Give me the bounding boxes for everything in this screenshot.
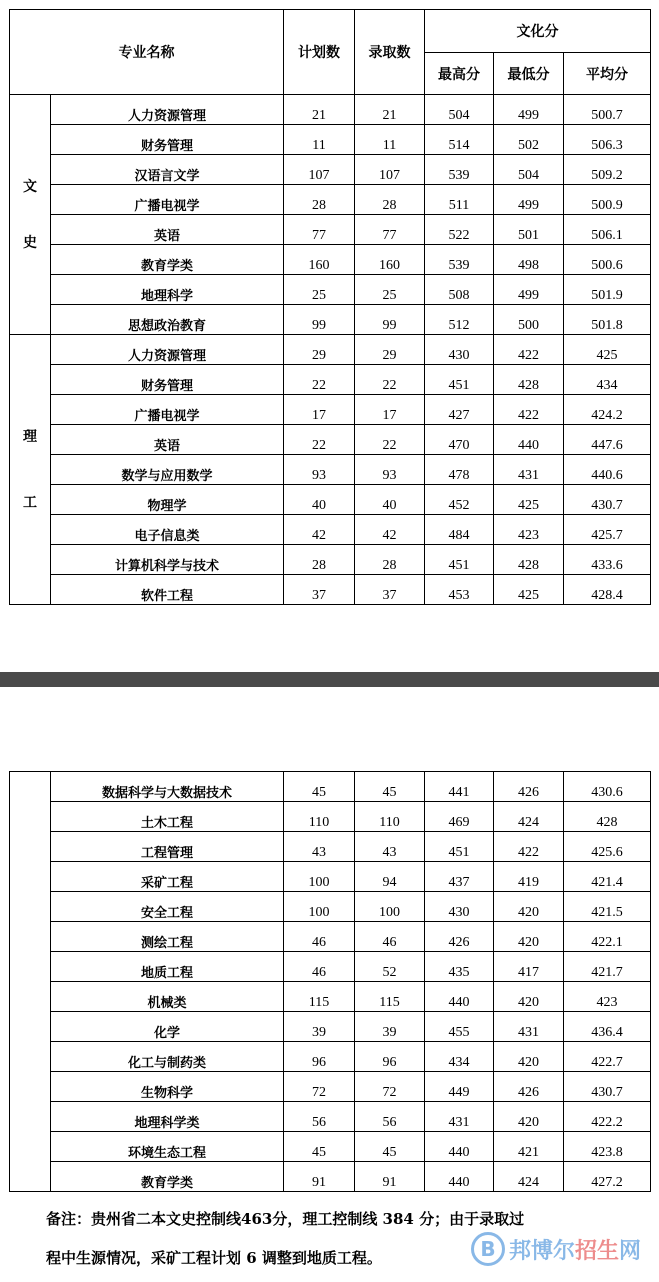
- min-score: 504: [494, 155, 564, 185]
- plan-count: 45: [284, 772, 355, 802]
- admit-count: 45: [355, 772, 425, 802]
- admit-count: 45: [355, 1132, 425, 1162]
- avg-score: 421.7: [564, 952, 651, 982]
- max-score: 504: [425, 95, 494, 125]
- admit-count: 11: [355, 125, 425, 155]
- max-score: 511: [425, 185, 494, 215]
- table-row: [10, 365, 651, 395]
- plan-count: 100: [284, 892, 355, 922]
- major-name: 英语: [51, 425, 284, 455]
- table-row: [10, 832, 651, 862]
- max-score: 469: [425, 802, 494, 832]
- min-score: 498: [494, 245, 564, 275]
- avg-score: 422.1: [564, 922, 651, 952]
- table-row: [10, 1012, 651, 1042]
- max-score: 508: [425, 275, 494, 305]
- max-score: 430: [425, 892, 494, 922]
- avg-score: 423.8: [564, 1132, 651, 1162]
- header-max-score: 最高分: [425, 53, 494, 95]
- major-name: 数学与应用数学: [51, 455, 284, 485]
- admit-count: 52: [355, 952, 425, 982]
- min-score: 428: [494, 545, 564, 575]
- min-score: 500: [494, 305, 564, 335]
- admit-count: 94: [355, 862, 425, 892]
- avg-score: 422.2: [564, 1102, 651, 1132]
- min-score: 419: [494, 862, 564, 892]
- admit-count: 28: [355, 545, 425, 575]
- min-score: 420: [494, 922, 564, 952]
- major-name: 软件工程: [51, 575, 284, 605]
- major-name: 土木工程: [51, 802, 284, 832]
- table-row: [10, 245, 651, 275]
- major-name: 人力资源管理: [51, 335, 284, 365]
- max-score: 430: [425, 335, 494, 365]
- group-label: 工: [23, 494, 37, 511]
- avg-score: 500.7: [564, 95, 651, 125]
- table-row: [10, 485, 651, 515]
- avg-score: 436.4: [564, 1012, 651, 1042]
- admit-count: 46: [355, 922, 425, 952]
- min-score: 431: [494, 1012, 564, 1042]
- plan-count: 100: [284, 862, 355, 892]
- admit-count: 100: [355, 892, 425, 922]
- min-score: 499: [494, 95, 564, 125]
- major-name: 汉语言文学: [51, 155, 284, 185]
- group-cell: [10, 95, 51, 335]
- avg-score: 506.3: [564, 125, 651, 155]
- avg-score: 423: [564, 982, 651, 1012]
- major-name: 人力资源管理: [51, 95, 284, 125]
- plan-count: 21: [284, 95, 355, 125]
- max-score: 451: [425, 365, 494, 395]
- plan-count: 11: [284, 125, 355, 155]
- table-row: [10, 1132, 651, 1162]
- admit-count: 115: [355, 982, 425, 1012]
- min-score: 501: [494, 215, 564, 245]
- max-score: 427: [425, 395, 494, 425]
- table-row: [10, 575, 651, 605]
- group-label: 文: [23, 178, 37, 195]
- admit-count: 56: [355, 1102, 425, 1132]
- avg-score: 433.6: [564, 545, 651, 575]
- header-avg-score: 平均分: [564, 53, 651, 95]
- min-score: 425: [494, 575, 564, 605]
- min-score: 420: [494, 892, 564, 922]
- major-name: 广播电视学: [51, 185, 284, 215]
- admit-count: 93: [355, 455, 425, 485]
- avg-score: 424.2: [564, 395, 651, 425]
- plan-count: 160: [284, 245, 355, 275]
- table-row: [10, 1042, 651, 1072]
- group-cell: [10, 335, 51, 605]
- table-row: [10, 335, 651, 365]
- admit-count: 25: [355, 275, 425, 305]
- avg-score: 425.7: [564, 515, 651, 545]
- max-score: 514: [425, 125, 494, 155]
- table-row: [10, 155, 651, 185]
- plan-count: 77: [284, 215, 355, 245]
- plan-count: 22: [284, 425, 355, 455]
- group-cell: [10, 772, 51, 1192]
- avg-score: 428: [564, 802, 651, 832]
- plan-count: 56: [284, 1102, 355, 1132]
- max-score: 440: [425, 1162, 494, 1192]
- avg-score: 500.6: [564, 245, 651, 275]
- avg-score: 509.2: [564, 155, 651, 185]
- plan-count: 46: [284, 922, 355, 952]
- admit-count: 21: [355, 95, 425, 125]
- table-row: [10, 982, 651, 1012]
- plan-count: 93: [284, 455, 355, 485]
- header-plan: 计划数: [284, 10, 355, 95]
- plan-count: 42: [284, 515, 355, 545]
- admit-count: 22: [355, 425, 425, 455]
- major-name: 地理科学: [51, 275, 284, 305]
- plan-count: 43: [284, 832, 355, 862]
- admission-score-table-continued: [9, 771, 651, 1192]
- table-row: [10, 395, 651, 425]
- table-row: [10, 305, 651, 335]
- plan-count: 37: [284, 575, 355, 605]
- table-row: [10, 125, 651, 155]
- table-row: [10, 1072, 651, 1102]
- admit-count: 39: [355, 1012, 425, 1042]
- table-row: [10, 215, 651, 245]
- table-row: [10, 455, 651, 485]
- max-score: 452: [425, 485, 494, 515]
- admit-count: 110: [355, 802, 425, 832]
- min-score: 499: [494, 275, 564, 305]
- major-name: 环境生态工程: [51, 1132, 284, 1162]
- max-score: 437: [425, 862, 494, 892]
- max-score: 431: [425, 1102, 494, 1132]
- table-row: [10, 772, 651, 802]
- avg-score: 421.4: [564, 862, 651, 892]
- major-name: 安全工程: [51, 892, 284, 922]
- max-score: 539: [425, 245, 494, 275]
- admit-count: 29: [355, 335, 425, 365]
- min-score: 424: [494, 802, 564, 832]
- header-major: 专业名称: [10, 10, 284, 95]
- table-row: [10, 922, 651, 952]
- admit-count: 160: [355, 245, 425, 275]
- max-score: 451: [425, 545, 494, 575]
- group-label: 理: [23, 428, 37, 445]
- major-name: 教育学类: [51, 245, 284, 275]
- avg-score: 506.1: [564, 215, 651, 245]
- max-score: 440: [425, 982, 494, 1012]
- watermark-text: [509, 1234, 641, 1265]
- admit-count: 17: [355, 395, 425, 425]
- table-row: [10, 1102, 651, 1132]
- max-score: 451: [425, 832, 494, 862]
- major-name: 物理学: [51, 485, 284, 515]
- watermark-logo-icon: B: [471, 1232, 505, 1266]
- admit-count: 42: [355, 515, 425, 545]
- max-score: 440: [425, 1132, 494, 1162]
- plan-count: 46: [284, 952, 355, 982]
- plan-count: 28: [284, 185, 355, 215]
- admit-count: 99: [355, 305, 425, 335]
- table-row: [10, 95, 651, 125]
- major-name: 化工与制药类: [51, 1042, 284, 1072]
- table-row: [10, 275, 651, 305]
- min-score: 425: [494, 485, 564, 515]
- avg-score: 428.4: [564, 575, 651, 605]
- admit-count: 37: [355, 575, 425, 605]
- major-name: 数据科学与大数据技术: [51, 772, 284, 802]
- major-name: 教育学类: [51, 1162, 284, 1192]
- max-score: 484: [425, 515, 494, 545]
- avg-score: 430.7: [564, 1072, 651, 1102]
- major-name: 电子信息类: [51, 515, 284, 545]
- avg-score: 430.7: [564, 485, 651, 515]
- avg-score: 427.2: [564, 1162, 651, 1192]
- plan-count: 107: [284, 155, 355, 185]
- max-score: 455: [425, 1012, 494, 1042]
- admission-score-table: [9, 9, 651, 605]
- plan-count: 39: [284, 1012, 355, 1042]
- min-score: 420: [494, 1102, 564, 1132]
- max-score: 522: [425, 215, 494, 245]
- plan-count: 110: [284, 802, 355, 832]
- avg-score: 430.6: [564, 772, 651, 802]
- table-row: [10, 545, 651, 575]
- note-line-1: 备注：贵州省二本文史控制线463分，理工控制线 384 分；由于录取过: [46, 1210, 525, 1228]
- min-score: 420: [494, 1042, 564, 1072]
- admit-count: 22: [355, 365, 425, 395]
- plan-count: 96: [284, 1042, 355, 1072]
- avg-score: 500.9: [564, 185, 651, 215]
- admit-count: 28: [355, 185, 425, 215]
- max-score: 539: [425, 155, 494, 185]
- max-score: 435: [425, 952, 494, 982]
- major-name: 生物科学: [51, 1072, 284, 1102]
- major-name: 财务管理: [51, 125, 284, 155]
- major-name: 机械类: [51, 982, 284, 1012]
- plan-count: 25: [284, 275, 355, 305]
- max-score: 441: [425, 772, 494, 802]
- page-break-bar: [0, 672, 659, 687]
- min-score: 422: [494, 335, 564, 365]
- avg-score: 422.7: [564, 1042, 651, 1072]
- plan-count: 17: [284, 395, 355, 425]
- table-row: [10, 892, 651, 922]
- min-score: 431: [494, 455, 564, 485]
- major-name: 财务管理: [51, 365, 284, 395]
- max-score: 453: [425, 575, 494, 605]
- avg-score: 440.6: [564, 455, 651, 485]
- plan-count: 45: [284, 1132, 355, 1162]
- admit-count: 91: [355, 1162, 425, 1192]
- major-name: 思想政治教育: [51, 305, 284, 335]
- table-row: [10, 515, 651, 545]
- min-score: 426: [494, 772, 564, 802]
- max-score: 434: [425, 1042, 494, 1072]
- table-row: [10, 802, 651, 832]
- table-row: [10, 185, 651, 215]
- group-label: 史: [23, 234, 37, 251]
- admit-count: 77: [355, 215, 425, 245]
- table-row: [10, 1162, 651, 1192]
- min-score: 499: [494, 185, 564, 215]
- max-score: 512: [425, 305, 494, 335]
- major-name: 采矿工程: [51, 862, 284, 892]
- min-score: 440: [494, 425, 564, 455]
- max-score: 449: [425, 1072, 494, 1102]
- watermark-text-blue: 邦博尔: [508, 1238, 575, 1264]
- major-name: 化学: [51, 1012, 284, 1042]
- watermark: [471, 1232, 641, 1266]
- admit-count: 40: [355, 485, 425, 515]
- min-score: 502: [494, 125, 564, 155]
- avg-score: 501.9: [564, 275, 651, 305]
- table-row: [10, 862, 651, 892]
- table-row: [10, 425, 651, 455]
- major-name: 地理科学类: [51, 1102, 284, 1132]
- min-score: 422: [494, 832, 564, 862]
- admit-count: 107: [355, 155, 425, 185]
- avg-score: 434: [564, 365, 651, 395]
- admit-count: 96: [355, 1042, 425, 1072]
- min-score: 417: [494, 952, 564, 982]
- header-culture-score: 文化分: [425, 10, 651, 53]
- admit-count: 72: [355, 1072, 425, 1102]
- plan-count: 22: [284, 365, 355, 395]
- table-row: [10, 952, 651, 982]
- watermark-text-red: 招生: [574, 1238, 619, 1264]
- plan-count: 91: [284, 1162, 355, 1192]
- note-line-2: 程中生源情况，采矿工程计划 6 调整到地质工程。: [46, 1249, 382, 1267]
- avg-score: 425.6: [564, 832, 651, 862]
- min-score: 422: [494, 395, 564, 425]
- plan-count: 40: [284, 485, 355, 515]
- plan-count: 29: [284, 335, 355, 365]
- min-score: 423: [494, 515, 564, 545]
- major-name: 地质工程: [51, 952, 284, 982]
- plan-count: 28: [284, 545, 355, 575]
- plan-count: 99: [284, 305, 355, 335]
- major-name: 英语: [51, 215, 284, 245]
- major-name: 工程管理: [51, 832, 284, 862]
- min-score: 424: [494, 1162, 564, 1192]
- avg-score: 421.5: [564, 892, 651, 922]
- avg-score: 425: [564, 335, 651, 365]
- header-min-score: 最低分: [494, 53, 564, 95]
- major-name: 测绘工程: [51, 922, 284, 952]
- avg-score: 501.8: [564, 305, 651, 335]
- avg-score: 447.6: [564, 425, 651, 455]
- min-score: 420: [494, 982, 564, 1012]
- min-score: 428: [494, 365, 564, 395]
- min-score: 421: [494, 1132, 564, 1162]
- plan-count: 72: [284, 1072, 355, 1102]
- min-score: 426: [494, 1072, 564, 1102]
- header-admit: 录取数: [355, 10, 425, 95]
- plan-count: 115: [284, 982, 355, 1012]
- admit-count: 43: [355, 832, 425, 862]
- major-name: 计算机科学与技术: [51, 545, 284, 575]
- major-name: 广播电视学: [51, 395, 284, 425]
- max-score: 478: [425, 455, 494, 485]
- watermark-text-blue-2: 网: [618, 1238, 641, 1264]
- max-score: 470: [425, 425, 494, 455]
- max-score: 426: [425, 922, 494, 952]
